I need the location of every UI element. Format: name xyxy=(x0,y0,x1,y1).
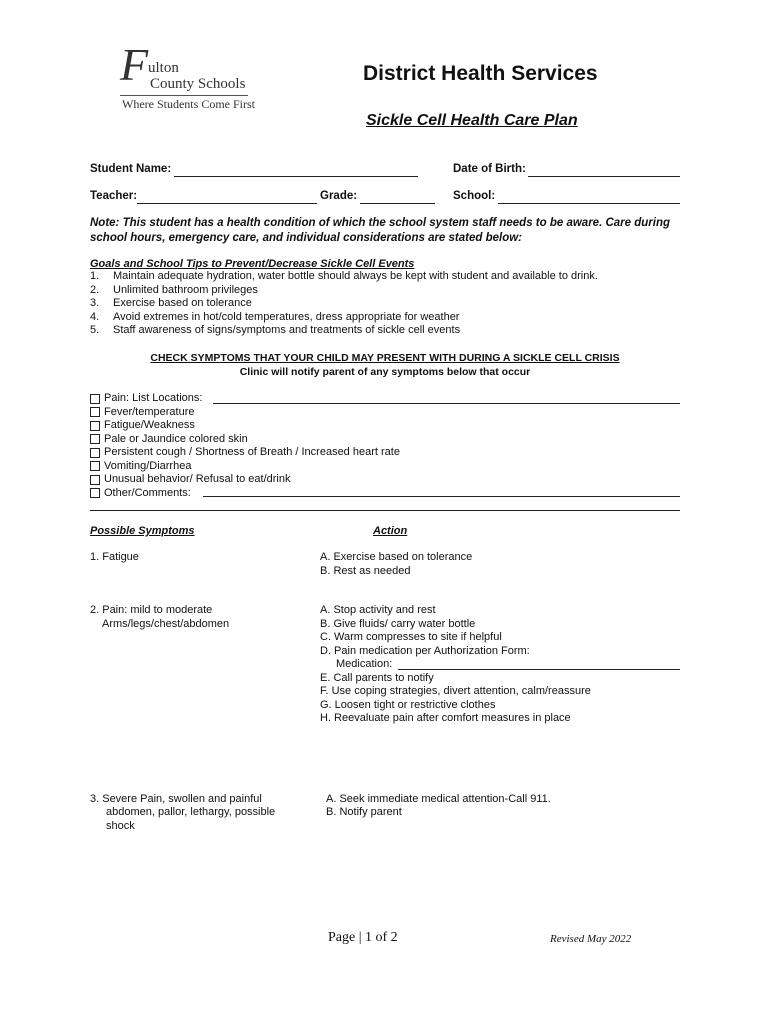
revision-date: Revised May 2022 xyxy=(550,933,632,945)
symptom-pain-mild: 2. Pain: mild to moderate xyxy=(90,604,213,616)
checkbox[interactable] xyxy=(90,407,100,417)
list-text: Unlimited bathroom privileges xyxy=(113,283,258,296)
note-text: Note: This student has a health condition of which the school system staff needs to be aware. Care during school hours, emergency care, and individual considerations are stated below: xyxy=(90,217,670,244)
action-item: A. Stop activity and rest xyxy=(320,604,436,616)
goals-list xyxy=(90,270,598,338)
list-item xyxy=(90,270,598,284)
checklist-subheading: Clinic will notify parent of any symptoms below that occur xyxy=(239,366,531,378)
pain-locations-field[interactable] xyxy=(213,403,680,404)
logo-rule xyxy=(120,95,248,96)
action-item: B. Give fluids/ carry water bottle xyxy=(320,618,476,630)
school-field[interactable] xyxy=(498,203,680,204)
checkbox[interactable] xyxy=(90,448,100,458)
comments-extra-line[interactable] xyxy=(90,510,680,511)
grade-field[interactable] xyxy=(360,203,435,204)
action-item: A. Seek immediate medical attention-Call 911. xyxy=(326,793,551,805)
action-item: F. Use coping strategies, divert attention, calm/reassure xyxy=(320,685,591,697)
checklist-item xyxy=(90,419,400,433)
list-item xyxy=(90,311,598,325)
checkbox[interactable] xyxy=(90,475,100,485)
checklist-item xyxy=(90,433,400,447)
checklist-label: Vomiting/Diarrhea xyxy=(104,459,192,472)
checklist-label: Pain: List Locations: xyxy=(104,392,203,404)
list-number: 3. xyxy=(90,297,100,310)
list-item xyxy=(90,284,598,298)
student-name-label: Student Name: xyxy=(90,163,172,175)
dob-label: Date of Birth: xyxy=(453,163,526,175)
checkbox[interactable] xyxy=(90,434,100,444)
checklist-label: Other/Comments: xyxy=(104,486,191,499)
checkbox[interactable] xyxy=(90,421,100,431)
action-item: C. Warm compresses to site if helpful xyxy=(320,631,502,643)
action-item: B. Rest as needed xyxy=(320,565,411,577)
symptom-pain-mild-detail: Arms/legs/chest/abdomen xyxy=(102,618,230,630)
checklist-item xyxy=(90,460,400,474)
teacher-label: Teacher: xyxy=(90,190,138,202)
list-number: 2. xyxy=(90,283,100,296)
col-symptoms-header: Possible Symptoms xyxy=(90,525,195,537)
checkbox[interactable] xyxy=(90,488,100,498)
medication-field[interactable] xyxy=(398,669,680,670)
checklist-item xyxy=(90,446,400,460)
symptom-severe-pain-detail: abdomen, pallor, lethargy, possible xyxy=(106,806,276,818)
logo-line1: ulton xyxy=(148,60,179,76)
medication-label: Medication: xyxy=(336,658,393,670)
list-text: Staff awareness of signs/symptoms and treatments of sickle cell events xyxy=(113,324,461,337)
checkbox[interactable] xyxy=(90,461,100,471)
symptom-checklist xyxy=(90,392,400,500)
checklist-label: Pale or Jaundice colored skin xyxy=(104,432,248,445)
list-text: Maintain adequate hydration, water bottle should always be kept with student and available to drink. xyxy=(113,270,598,282)
list-number: 4. xyxy=(90,310,100,323)
list-number: 5. xyxy=(90,324,100,337)
checklist-label: Fever/temperature xyxy=(104,405,195,418)
page-number: Page | 1 of 2 xyxy=(328,930,398,945)
logo-tagline: Where Students Come First xyxy=(122,97,255,111)
checklist-label: Unusual behavior/ Refusal to eat/drink xyxy=(104,473,291,485)
grade-label: Grade: xyxy=(320,190,358,202)
symptom-severe-pain: 3. Severe Pain, swollen and painful xyxy=(90,793,262,805)
action-item: G. Loosen tight or restrictive clothes xyxy=(320,699,496,711)
col-action-header: Action xyxy=(373,525,408,537)
checklist-item xyxy=(90,473,400,487)
checklist-item xyxy=(90,487,400,501)
action-item: E. Call parents to notify xyxy=(320,672,434,684)
checklist-label: Fatigue/Weakness xyxy=(104,419,195,431)
logo-initial: F xyxy=(120,39,149,90)
teacher-field[interactable] xyxy=(137,203,317,204)
page-title: District Health Services xyxy=(363,62,598,85)
action-item: H. Reevaluate pain after comfort measures in place xyxy=(320,712,571,724)
list-number: 1. xyxy=(90,270,100,282)
school-label: School: xyxy=(453,190,496,202)
checklist-heading: CHECK SYMPTOMS THAT YOUR CHILD MAY PRESENT WITH DURING A SICKLE CELL CRISIS xyxy=(150,352,620,364)
action-item: B. Notify parent xyxy=(326,806,402,818)
dob-field[interactable] xyxy=(528,176,680,177)
student-name-field[interactable] xyxy=(174,176,418,177)
page-subtitle: Sickle Cell Health Care Plan xyxy=(366,112,578,129)
checklist-label: Persistent cough / Shortness of Breath / Increased heart rate xyxy=(104,446,400,458)
list-item xyxy=(90,297,598,311)
goals-heading: Goals and School Tips to Prevent/Decrease Sickle Cell Events xyxy=(90,258,415,270)
list-text: Avoid extremes in hot/cold temperatures, dress appropriate for weather xyxy=(113,310,460,323)
symptom-fatigue: 1. Fatigue xyxy=(90,551,139,563)
checkbox[interactable] xyxy=(90,394,100,404)
other-comments-field[interactable] xyxy=(203,496,680,497)
symptom-severe-pain-detail2: shock xyxy=(106,820,135,832)
list-text: Exercise based on tolerance xyxy=(113,297,252,310)
action-item: D. Pain medication per Authorization Form: xyxy=(320,645,530,657)
checklist-item xyxy=(90,406,400,420)
logo-line2: County Schools xyxy=(150,76,246,92)
action-item: A. Exercise based on tolerance xyxy=(320,551,473,563)
list-item xyxy=(90,324,598,338)
